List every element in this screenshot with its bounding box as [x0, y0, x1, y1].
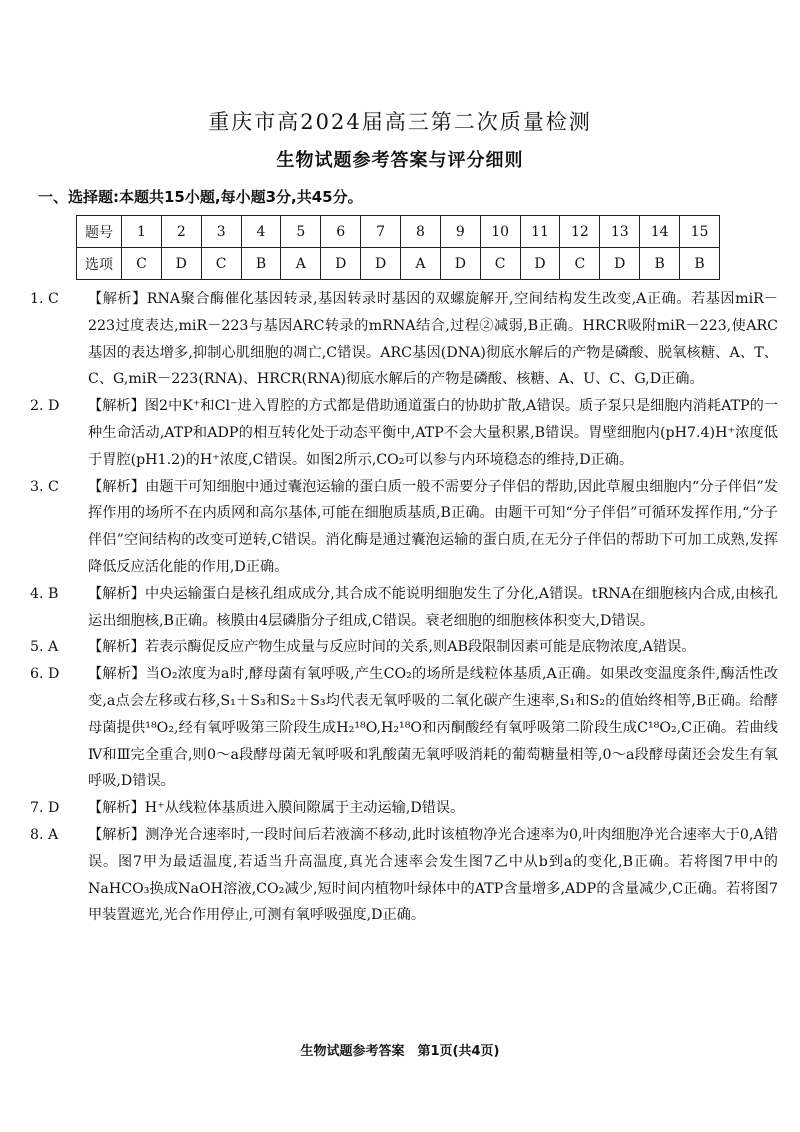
answer-option: B	[241, 248, 281, 280]
question-number: 11	[520, 216, 560, 248]
analysis-tag: 【解析】	[88, 666, 146, 683]
question-number: 6	[321, 216, 361, 248]
answer-table-option-row	[77, 248, 720, 280]
question-number: 14	[640, 216, 680, 248]
answer-option: A	[281, 248, 321, 280]
explanation-list	[30, 286, 778, 929]
page-subtitle: 生物试题参考答案与评分细则	[276, 150, 524, 171]
section-heading: 一、选择题:本题共15小题,每小题3分,共45分。	[38, 188, 363, 206]
item-text: 中央运输蛋白是核孔组成成分,其合成不能说明细胞发生了分化,A错误。tRNA在细胞核内合成,由核孔运出细胞核,B正确。核膜由4层磷脂分子组成,C错误。衰老细胞的细胞核体积变大,D错误。	[88, 585, 778, 629]
question-number: 15	[680, 216, 720, 248]
question-number: 4	[241, 216, 281, 248]
explanation-item-2	[30, 393, 778, 473]
item-answer: 7. D	[30, 800, 60, 817]
item-text: 由题干可知细胞中通过囊泡运输的蛋白质一般不需要分子伴侣的帮助,因此草履虫细胞内“分子伴侣”发挥作用的场所不在内质网和高尔基体,可能在细胞质基质,B正确。由题干可知“分子伴侣”可循环发挥作用,“分子伴侣”空间结构的改变可逆转,C错误。消化酶是通过囊泡运输的蛋白质,在无分子伴侣的帮助下可加工成熟,发挥降低反应活化能的作用,D正确。	[88, 478, 778, 575]
answer-option: D	[440, 248, 480, 280]
explanation-item-6	[30, 661, 778, 795]
explanation-item-8	[30, 822, 778, 929]
analysis-tag: 【解析】	[88, 398, 145, 415]
item-answer: 3. C	[30, 478, 59, 495]
answer-option: B	[640, 248, 680, 280]
item-answer: 6. D	[30, 666, 60, 683]
question-number: 5	[281, 216, 321, 248]
question-number: 1	[122, 216, 162, 248]
question-number: 12	[560, 216, 600, 248]
item-answer: 2. D	[30, 398, 60, 415]
answer-option: C	[560, 248, 600, 280]
answer-option: D	[520, 248, 560, 280]
row-label-number: 题号	[77, 216, 122, 248]
answer-option: A	[401, 248, 441, 280]
item-text: 当O₂浓度为a时,酵母菌有氧呼吸,产生CO₂的场所是线粒体基质,A正确。如果改变温度条件,酶活性改变,a点会左移或右移,S₁＋S₃和S₂＋S₃均代表无氧呼吸的二氧化碳产生速率,S₁和S₂的值始终相等,B正确。给酵母菌提供¹⁸O₂,经有氧呼吸第三阶段生成H₂¹⁸O,H₂¹⁸O和丙酮酸经有氧呼吸第二阶段生成C¹⁸O₂,C正确。若曲线Ⅳ和Ⅲ完全重合,则0～a段酵母菌无氧呼吸和乳酸菌无氧呼吸消耗的葡萄糖量相等,0～a段酵母菌还会发生有氧呼吸,D错误。	[88, 666, 778, 790]
question-number: 8	[401, 216, 441, 248]
analysis-tag: 【解析】	[88, 800, 145, 817]
question-number: 2	[161, 216, 201, 248]
analysis-tag: 【解析】	[88, 585, 145, 602]
page-footer: 生物试题参考答案 第1页(共4页)	[300, 1044, 500, 1059]
answer-option: C	[122, 248, 162, 280]
question-number: 10	[480, 216, 520, 248]
answer-option: D	[600, 248, 640, 280]
analysis-tag: 【解析】	[88, 291, 147, 307]
item-answer: 5. A	[30, 639, 59, 656]
item-text: RNA聚合酶催化基因转录,基因转录时基因的双螺旋解开,空间结构发生改变,A正确。若基因miR－223过度表达,miR－223与基因ARC转录的mRNA结合,过程②减弱,B正确。HRCR吸附miR－223,使ARC基因的表达增多,抑制心肌细胞的凋亡,C错误。ARC基因(DNA)彻底水解后的产物是磷酸、脱氧核糖、A、T、C、G,miR－223(RNA)、HRCR(RNA)彻底水解后的产物是磷酸、核糖、A、U、C、G,D正确。	[88, 291, 778, 388]
item-answer: 1. C	[30, 291, 59, 307]
item-text: 图2中K⁺和Cl⁻进入胃腔的方式都是借助通道蛋白的协助扩散,A错误。质子泵只是细胞内消耗ATP的一种生命活动,ATP和ADP的相互转化处于动态平衡中,ATP不会大量积累,B错误。胃壁细胞内(pH7.4)H⁺浓度低于胃腔(pH1.2)的H⁺浓度,C错误。如图2所示,CO₂可以参与内环境稳态的维持,D正确。	[88, 398, 778, 468]
explanation-item-4	[30, 581, 778, 635]
answer-option: C	[201, 248, 241, 280]
item-answer: 4. B	[30, 585, 59, 602]
explanation-item-5	[30, 634, 778, 661]
answer-table	[76, 215, 720, 280]
analysis-tag: 【解析】	[88, 826, 146, 843]
answer-option: D	[321, 248, 361, 280]
explanation-item-7	[30, 795, 778, 822]
explanation-item-1	[30, 286, 778, 393]
analysis-tag: 【解析】	[88, 639, 145, 656]
item-text: 若表示酶促反应产物生成量与反应时间的关系,则AB段限制因素可能是底物浓度,A错误。	[144, 639, 696, 656]
answer-option: C	[480, 248, 520, 280]
answer-option: D	[161, 248, 201, 280]
question-number: 3	[201, 216, 241, 248]
item-answer: 8. A	[30, 826, 59, 843]
question-number: 7	[361, 216, 401, 248]
page-title: 重庆市高2024届高三第二次质量检测	[208, 110, 592, 134]
analysis-tag: 【解析】	[88, 478, 146, 495]
question-number: 9	[440, 216, 480, 248]
answer-table-number-row	[77, 216, 720, 248]
question-number: 13	[600, 216, 640, 248]
item-text: H⁺从线粒体基质进入膜间隙属于主动运输,D错误。	[144, 800, 465, 817]
item-text: 测净光合速率时,一段时间后若液滴不移动,此时该植物净光合速率为0,叶肉细胞净光合速率大于0,A错误。图7甲为最适温度,若适当升高温度,真光合速率会发生图7乙中从b到a的变化,B正确。若将图7甲中的NaHCO₃换成NaOH溶液,CO₂减少,短时间内植物叶绿体中的ATP含量增多,ADP的含量减少,C正确。若将图7甲装置遮光,光合作用停止,可测有氧呼吸强度,D正确。	[88, 826, 778, 924]
row-label-option: 选项	[77, 248, 122, 280]
explanation-item-3	[30, 474, 778, 581]
answer-option: D	[361, 248, 401, 280]
answer-option: B	[680, 248, 720, 280]
